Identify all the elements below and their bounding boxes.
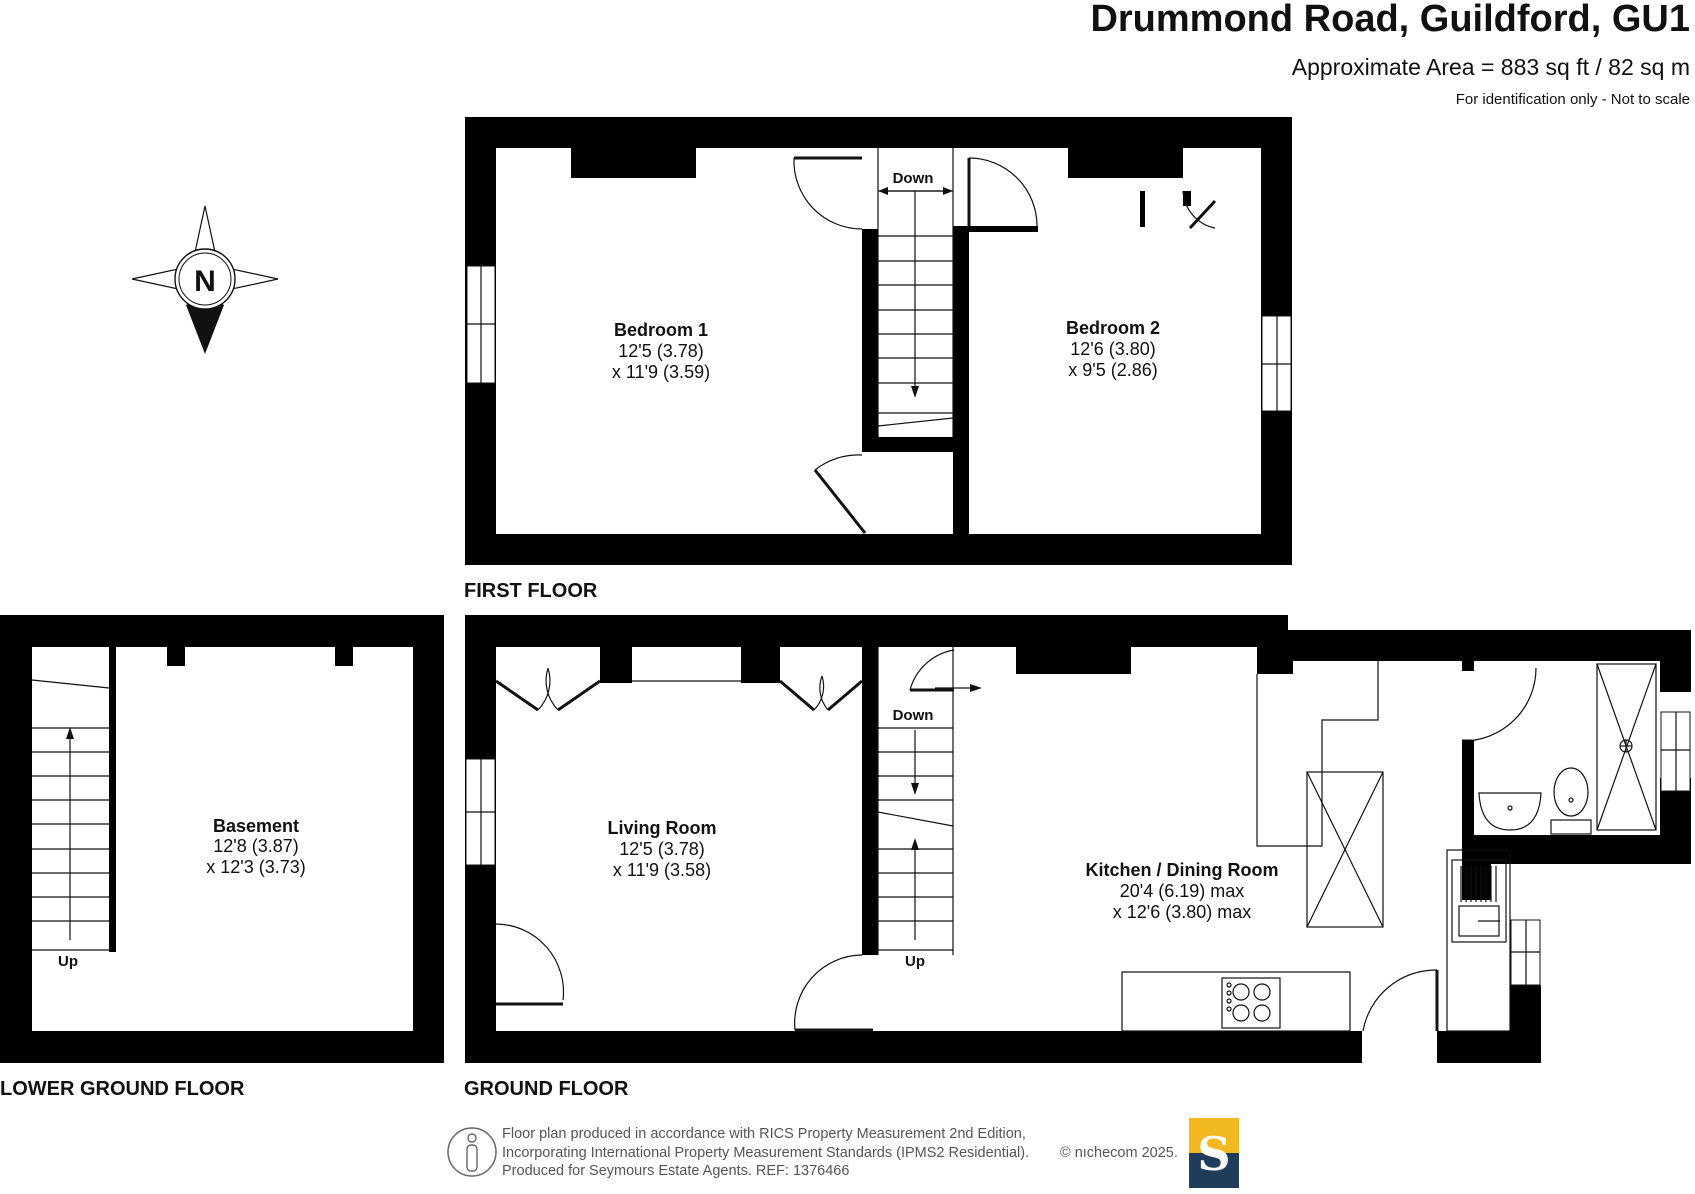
lower-ground-floor-plan (0, 615, 444, 1063)
copyright: © nıchecom 2025. (1060, 1145, 1178, 1161)
footer-line-1: Floor plan produced in accordance with RICS Property Measurement 2nd Edition, (502, 1126, 1026, 1142)
compass-icon (132, 206, 278, 354)
back-door-icon (1363, 970, 1437, 1031)
logo-letter: S (1197, 1127, 1231, 1181)
bedroom2-door-icon (969, 158, 1037, 226)
lower-ground-floor-label: LOWER GROUND FLOOR (0, 1078, 245, 1100)
basement-name: Basement (212, 816, 300, 836)
ground-floor-label: GROUND FLOOR (464, 1078, 629, 1100)
first-floor-stair-down-label: Down (892, 170, 934, 187)
ipms-person-icon (448, 1128, 496, 1176)
seymours-logo (1189, 1118, 1239, 1188)
bedroom1-dimensions-2: x 11'9 (3.59) (611, 362, 711, 382)
kitchen-dining-name: Kitchen / Dining Room (1085, 860, 1279, 880)
kitchen-dining-dimensions-2: x 12'6 (3.80) max (1112, 902, 1252, 922)
ground-floor-stair-down-label: Down (892, 707, 934, 724)
kitchen-dining-dimensions-1: 20'4 (6.19) max (1119, 881, 1245, 901)
first-floor-plan (465, 117, 1292, 565)
page-title: Drummond Road, Guildford, GU1 (1090, 0, 1690, 40)
basement-stair-up-label: Up (58, 953, 78, 970)
bedroom2-dimensions-2: x 9'5 (2.86) (1068, 360, 1158, 380)
bedroom2-name: Bedroom 2 (1065, 318, 1161, 338)
ground-floor-stair-up-label: Up (905, 953, 925, 970)
basement-dimensions-2: x 12'3 (3.73) (206, 857, 306, 877)
landing-door-icon (815, 455, 862, 470)
living-room-name: Living Room (607, 818, 717, 838)
living-room-door-icon (795, 955, 862, 1030)
basin-icon (1479, 793, 1541, 830)
front-door-icon (496, 924, 563, 1000)
bedroom2-dimensions-1: 12'6 (3.80) (1070, 339, 1156, 359)
first-floor-label: FIRST FLOOR (464, 580, 598, 602)
ground-floor-plan (465, 615, 1691, 1063)
bedroom1-door-icon (794, 158, 862, 229)
bedroom1-dimensions-1: 12'5 (3.78) (618, 341, 704, 361)
compass-north-label: N (194, 265, 216, 298)
approximate-area: Approximate Area = 883 sq ft / 82 sq m (1291, 54, 1690, 80)
footer-line-2: Incorporating International Property Measurement Standards (IPMS2 Residential). (502, 1145, 1030, 1161)
shower-room-door-icon (1462, 668, 1536, 741)
scale-note: For identification only - Not to scale (1455, 91, 1690, 108)
footer-line-3: Produced for Seymours Estate Agents. REF: 1376466 (502, 1163, 850, 1179)
toilet-icon (1551, 820, 1591, 834)
living-room-dimensions-2: x 11'9 (3.58) (612, 860, 712, 880)
living-room-dimensions-1: 12'5 (3.78) (619, 839, 705, 859)
basement-dimensions-1: 12'8 (3.87) (213, 836, 299, 856)
understairs-door-icon (910, 650, 954, 690)
bedroom1-name: Bedroom 1 (613, 320, 709, 340)
